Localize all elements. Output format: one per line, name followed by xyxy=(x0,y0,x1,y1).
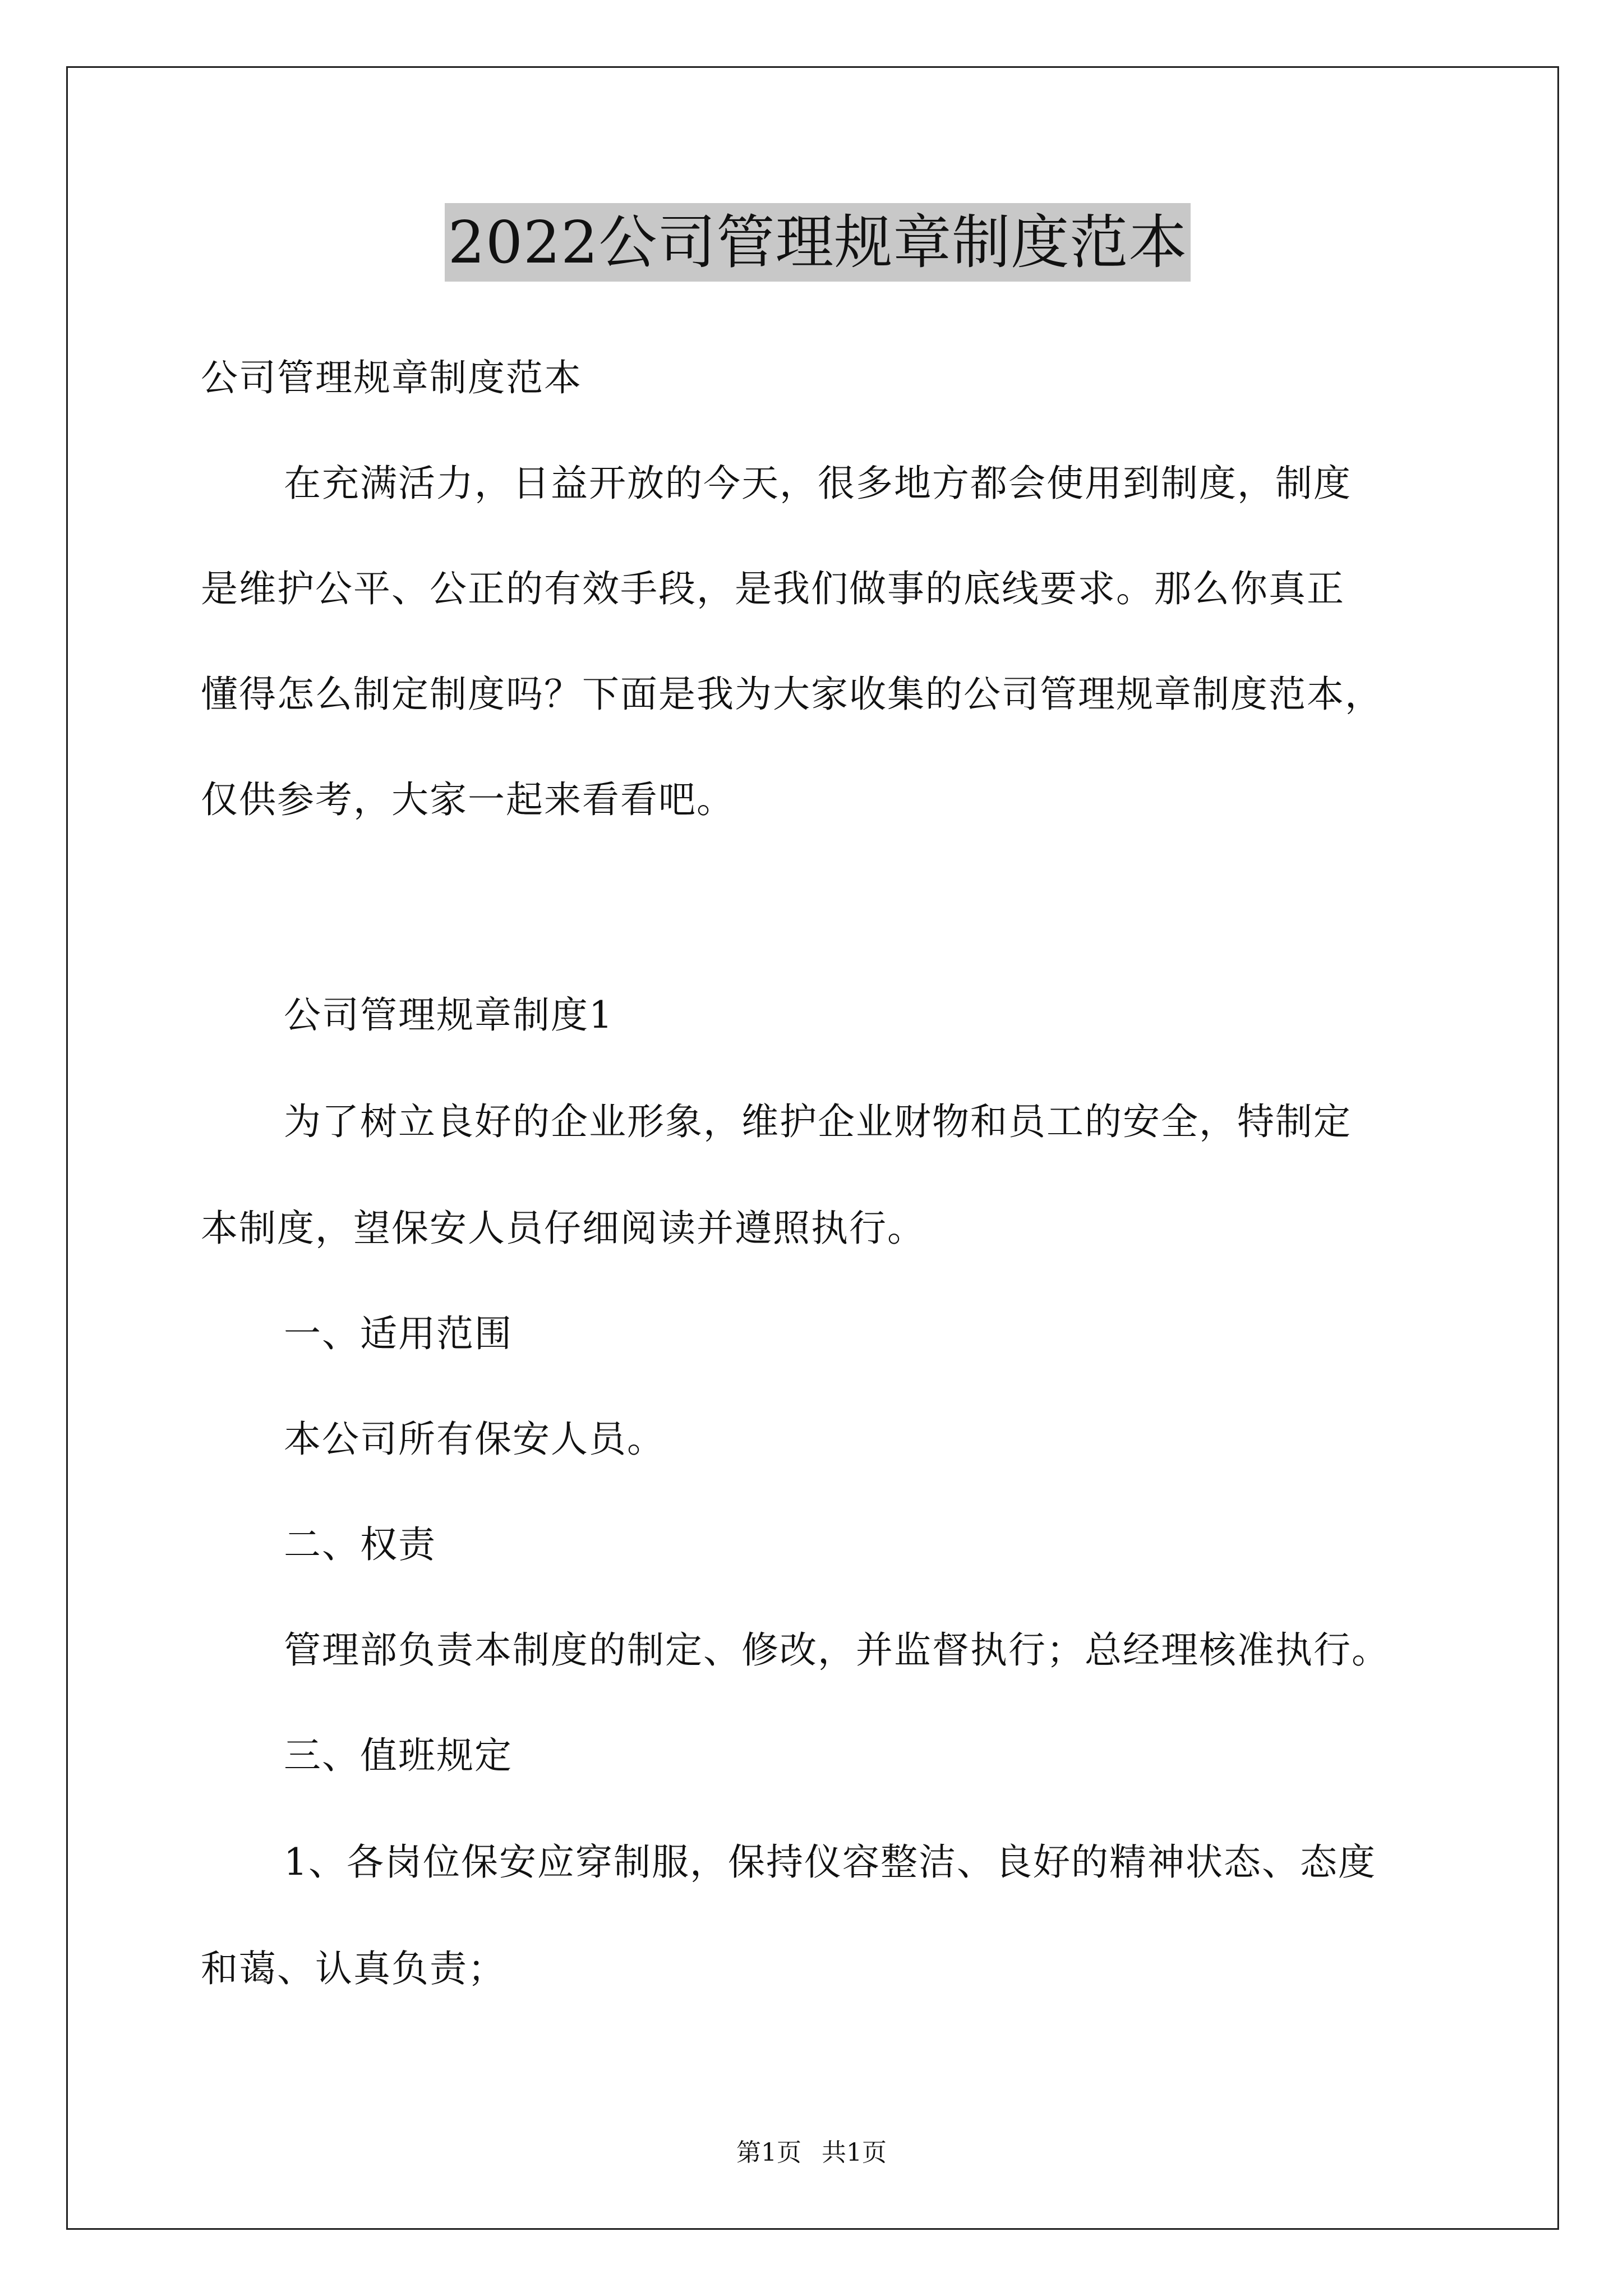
document-title: 2022公司管理规章制度范本 xyxy=(445,203,1191,282)
intro-line-4: 仅供参考，大家一起来看看吧。 xyxy=(201,778,735,821)
shift-heading: 三、值班规定 xyxy=(284,1734,513,1777)
intro-line-3: 懂得怎么制定制度吗？下面是我为大家收集的公司管理规章制度范本， xyxy=(201,673,1383,716)
page-current: 第1页 xyxy=(736,2138,801,2167)
intro-line-2: 是维护公平、公正的有效手段，是我们做事的底线要求。那么你真正 xyxy=(201,567,1345,610)
title-wrap xyxy=(201,203,1435,282)
section1-line-2: 本制度，望保安人员仔细阅读并遵照执行。 xyxy=(201,1207,925,1250)
duty-text: 管理部负责本制度的制定、修改，并监督执行；总经理核准执行。 xyxy=(284,1628,1390,1672)
page-total: 共1页 xyxy=(822,2138,887,2167)
section1-line-1: 为了树立良好的企业形象，维护企业财物和员工的安全，特制定 xyxy=(284,1100,1352,1143)
scope-heading: 一、适用范围 xyxy=(284,1312,513,1355)
intro-line-1: 在充满活力，日益开放的今天，很多地方都会使用到制度，制度 xyxy=(284,462,1352,505)
page-footer xyxy=(0,2136,1623,2170)
document-subtitle: 公司管理规章制度范本 xyxy=(201,356,582,399)
shift-item1-line-1: 1、各岗位保安应穿制服，保持仪容整洁、良好的精神状态、态度 xyxy=(284,1841,1376,1884)
shift-item1-line-2: 和蔼、认真负责； xyxy=(201,1947,506,1990)
scope-text: 本公司所有保安人员。 xyxy=(284,1418,665,1461)
duty-heading: 二、权责 xyxy=(284,1523,436,1566)
section1-heading: 公司管理规章制度1 xyxy=(284,993,614,1037)
